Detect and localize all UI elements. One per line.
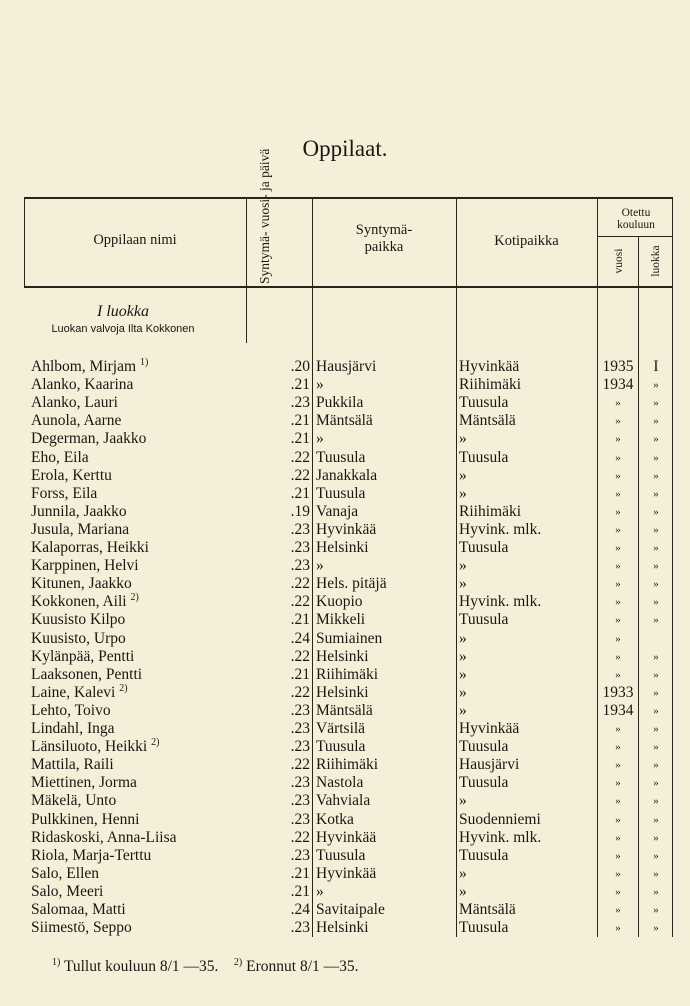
table-row (0, 829, 690, 847)
birth-day: .20 (290, 358, 310, 375)
student-name: Ridaskoski, Anna-Liisa (31, 828, 177, 846)
accepted-year: » (615, 650, 621, 663)
birth-day: .22 (290, 466, 310, 484)
birth-day: .22 (290, 756, 310, 774)
table-row (0, 865, 690, 883)
accepted-year: » (615, 759, 621, 772)
home-town: » (459, 683, 467, 701)
student-name: Eho, Eila (31, 448, 89, 466)
student-name-text: Kokkonen, Aili (31, 593, 127, 611)
accepted-year: » (615, 795, 621, 808)
accepted-class: » (653, 578, 659, 591)
home-town: Tuusula (459, 611, 509, 629)
table-row (0, 901, 690, 919)
table-row (0, 720, 690, 738)
table-row (0, 611, 690, 629)
accepted-year: » (615, 415, 621, 428)
accepted-class: » (653, 415, 659, 428)
table-row (0, 593, 690, 611)
student-name: Miettinen, Jorma (31, 774, 137, 792)
accepted-class: » (653, 668, 659, 681)
accepted-class: » (653, 686, 659, 699)
accepted-year: » (615, 469, 621, 482)
footnote-ref: 2) (119, 682, 128, 694)
birth-day: .24 (290, 901, 310, 918)
student-name (31, 593, 139, 611)
table-row (0, 774, 690, 792)
birthplace: Hyvinkää (316, 828, 377, 846)
table-row (0, 847, 690, 865)
birthplace: » (316, 557, 324, 575)
birth-day: .23 (290, 919, 310, 937)
accepted-class: » (653, 542, 659, 554)
birthplace: Janakkala (316, 466, 378, 484)
table-row (0, 756, 690, 774)
birth-day: .23 (290, 720, 310, 737)
birthplace: Hyvinkää (316, 864, 377, 882)
student-name: Pulkkinen, Henni (31, 810, 140, 828)
birth-day: .23 (290, 557, 310, 575)
home-town: » (459, 575, 467, 593)
birth-day: .21 (290, 412, 310, 430)
accepted-class: » (653, 379, 659, 392)
birthplace: Kuopio (316, 593, 363, 611)
student-name: Karppinen, Helvi (31, 557, 139, 575)
accepted-year: » (615, 867, 621, 880)
birthplace: Tuusula (316, 448, 366, 466)
accepted-class: » (653, 523, 659, 536)
student-name: Kuusisto, Urpo (31, 629, 126, 647)
table-row (0, 358, 690, 376)
student-name: Erola, Kerttu (31, 466, 112, 484)
table-row (0, 648, 690, 666)
birthplace: Nastola (316, 774, 364, 792)
accepted-class: » (653, 397, 659, 410)
student-name: Degerman, Jaakko (31, 430, 147, 448)
student-name: Salomaa, Matti (31, 901, 126, 918)
student-name: Kitunen, Jaakko (31, 575, 132, 593)
birth-day: .21 (290, 376, 310, 394)
home-town: » (459, 792, 467, 810)
section-subtitle: Luokan valvoja Ilta Kokkonen (51, 323, 195, 335)
student-name: Mattila, Raili (31, 756, 114, 774)
student-name-text: Ahlbom, Mirjam (31, 358, 137, 375)
header-birthdate: Syntymä- vuosi- ja päivä (257, 148, 272, 284)
home-town: » (459, 430, 467, 448)
accepted-year: » (615, 397, 621, 410)
table-top-rule (24, 197, 673, 199)
accepted-class: » (653, 650, 659, 663)
table-row (0, 394, 690, 412)
accepted-year: 1934 (602, 376, 634, 394)
accepted-year: » (615, 560, 621, 573)
table-row (0, 430, 690, 448)
birth-day: .23 (290, 846, 310, 864)
accepted-year: » (615, 849, 621, 862)
student-name: Jusula, Mariana (31, 520, 130, 538)
birthplace: Tuusula (316, 846, 366, 864)
birthplace: Hels. pitäjä (316, 575, 387, 593)
accepted-class: I (653, 358, 659, 375)
student-name: Aunola, Aarne (31, 412, 122, 430)
home-town: Tuusula (459, 394, 509, 412)
home-town: Riihimäki (459, 376, 521, 394)
footnote-2-text: Eronnut 8/1 —35. (246, 958, 359, 975)
birthplace: Värtsilä (316, 720, 366, 737)
student-name: Lindahl, Inga (31, 720, 115, 737)
birthplace: Tuusula (316, 484, 366, 502)
birthplace: Helsinki (316, 683, 369, 701)
student-name-text: Länsiluoto, Heikki (31, 738, 148, 756)
birthplace: Mikkeli (316, 611, 366, 629)
student-name: Salo, Ellen (31, 864, 100, 882)
table-row (0, 575, 690, 593)
table-row (0, 919, 690, 937)
home-town: Hyvink. mlk. (459, 593, 542, 611)
birthplace: Sumiainen (316, 629, 383, 647)
accepted-year: » (615, 723, 621, 735)
header-home: Kotipaikka (494, 233, 559, 249)
student-name: Kalaporras, Heikki (31, 539, 149, 556)
birthplace: Hyvinkää (316, 520, 377, 538)
home-town: » (459, 665, 467, 683)
birthplace: Tuusula (316, 738, 366, 756)
accepted-year: » (615, 596, 621, 609)
student-name (31, 684, 128, 702)
home-town: Tuusula (459, 919, 509, 937)
home-town: Tuusula (459, 539, 509, 556)
home-town: » (459, 701, 467, 719)
accepted-class: » (653, 469, 659, 482)
home-town: Suodenniemi (459, 810, 541, 828)
birth-day: .22 (290, 448, 310, 466)
birth-day: .23 (290, 774, 310, 792)
home-town: Riihimäki (459, 502, 521, 520)
birth-day: .24 (290, 629, 310, 647)
table-row (0, 883, 690, 901)
birthplace: Riihimäki (316, 665, 378, 683)
accepted-class: » (653, 704, 659, 717)
accepted-year: » (615, 632, 621, 645)
accepted-class: » (653, 560, 659, 573)
accepted-class: » (653, 614, 659, 627)
accepted-year: 1935 (602, 358, 634, 375)
accepted-year: » (615, 487, 621, 500)
header-birthplace: Syntymä- paikka (355, 222, 413, 255)
accepted-class: » (653, 849, 659, 862)
birth-day: .21 (290, 864, 310, 882)
birthplace: Helsinki (316, 647, 369, 665)
page-title: Oppilaat. (302, 136, 388, 161)
birthplace: Mäntsälä (316, 701, 373, 719)
accepted-year: » (615, 523, 621, 536)
table-row (0, 811, 690, 829)
table-row (0, 666, 690, 684)
home-town: Hyvinkää (459, 720, 520, 737)
birth-day: .21 (290, 430, 310, 448)
accepted-year: » (615, 813, 621, 826)
footnote-ref: 2) (151, 736, 160, 748)
home-town: Hausjärvi (459, 756, 520, 774)
table-row (0, 467, 690, 485)
accepted-class: » (653, 505, 659, 518)
student-name-text: Laine, Kalevi (31, 683, 116, 701)
accepted-year: » (615, 904, 621, 916)
birth-day: .23 (290, 701, 310, 719)
table-row (0, 503, 690, 521)
home-town: Tuusula (459, 846, 509, 864)
accepted-year: » (615, 578, 621, 591)
student-name: Lehto, Toivo (31, 701, 111, 719)
birth-day: .19 (290, 502, 310, 520)
accepted-year: » (615, 433, 621, 446)
birthplace: Riihimäki (316, 756, 378, 774)
table-row (0, 376, 690, 394)
footnote-1-text: Tullut kouluun 8/1 —35. (63, 958, 219, 975)
table-row (0, 684, 690, 702)
home-town: Hyvinkää (459, 358, 520, 375)
accepted-year: » (615, 668, 621, 681)
student-name: Salo, Meeri (31, 882, 104, 900)
birth-day: .23 (290, 810, 310, 828)
birthplace: Mäntsälä (316, 412, 373, 430)
accepted-class: » (653, 831, 659, 844)
home-town: » (459, 647, 467, 665)
accepted-class: » (653, 759, 659, 772)
home-town: Tuusula (459, 448, 509, 466)
table-row (0, 557, 690, 575)
home-town: Mäntsälä (459, 412, 516, 430)
birth-day: .23 (290, 738, 310, 756)
table-row (0, 792, 690, 810)
student-name: Mäkelä, Unto (31, 792, 117, 810)
student-name: Siimestö, Seppo (31, 919, 132, 937)
student-name: Alanko, Lauri (31, 394, 118, 412)
footnote-2-mark: 2) (233, 956, 243, 968)
table-row (0, 485, 690, 503)
home-town: » (459, 864, 467, 882)
footnote-1-mark: 1) (52, 956, 61, 968)
footnote-ref: 2) (130, 592, 139, 604)
birth-day: .23 (290, 394, 310, 412)
home-town: Mäntsälä (459, 901, 516, 918)
accepted-year: 1933 (602, 683, 634, 701)
table-row (0, 539, 690, 557)
home-town: Tuusula (459, 774, 509, 792)
footnote-ref: 1) (139, 356, 149, 368)
student-name: Kylänpää, Pentti (31, 647, 135, 665)
accepted-class: » (653, 867, 659, 880)
accepted-year: » (615, 542, 621, 554)
header-accepted: Otettu kouluun (617, 207, 655, 231)
student-name: Laaksonen, Pentti (31, 665, 143, 683)
home-town: » (459, 629, 467, 647)
header-year: vuosi (613, 248, 625, 274)
table-row (0, 630, 690, 648)
birth-day: .23 (290, 520, 310, 538)
accepted-year: » (615, 885, 621, 898)
accepted-class: » (653, 451, 659, 464)
birth-day: .22 (290, 575, 310, 593)
header-name: Oppilaan nimi (93, 232, 177, 248)
accepted-year: » (615, 614, 621, 627)
birth-day: .23 (290, 792, 310, 810)
birth-day: .21 (290, 665, 310, 683)
student-name: Junnila, Jaakko (31, 502, 127, 520)
accepted-class: » (653, 433, 659, 446)
birthplace: Savitaipale (316, 901, 385, 918)
student-name: Riola, Marja-Terttu (31, 846, 152, 864)
home-town: Hyvink. mlk. (459, 520, 542, 538)
accepted-year: 1934 (602, 701, 634, 719)
birth-day: .21 (290, 611, 310, 629)
accepted-class: » (653, 777, 659, 790)
student-name: Kuusisto Kilpo (31, 611, 126, 629)
accepted-year: » (615, 831, 621, 844)
birth-day: .22 (290, 828, 310, 846)
birth-day: .21 (290, 484, 310, 502)
birthplace: Helsinki (316, 539, 369, 556)
accepted-class: » (653, 723, 659, 735)
birth-day: .21 (290, 882, 310, 900)
section-title: I luokka (97, 303, 149, 320)
accepted-class: » (653, 487, 659, 500)
home-town: » (459, 466, 467, 484)
accepted-year: » (615, 741, 621, 754)
birthplace: Helsinki (316, 919, 369, 937)
accepted-class: » (653, 795, 659, 808)
birth-day: .22 (290, 647, 310, 665)
home-town: » (459, 882, 467, 900)
header-class: luokka (650, 245, 662, 277)
student-name (31, 738, 159, 756)
birthplace: Hausjärvi (316, 358, 377, 375)
accepted-year: » (615, 922, 621, 935)
accepted-header-rule (597, 236, 673, 237)
birth-day: .22 (290, 683, 310, 701)
birthplace: » (316, 376, 324, 394)
table-row (0, 449, 690, 467)
birthplace: Kotka (316, 810, 354, 828)
student-name: Forss, Eila (31, 484, 98, 502)
home-town: » (459, 484, 467, 502)
accepted-year: » (615, 451, 621, 464)
birthplace: Pukkila (316, 394, 364, 412)
accepted-class: » (653, 813, 659, 826)
accepted-class: » (653, 741, 659, 754)
student-name (31, 358, 148, 376)
accepted-year: » (615, 777, 621, 790)
birthplace: » (316, 430, 324, 448)
birth-day: .23 (290, 539, 310, 556)
home-town: » (459, 557, 467, 575)
home-town: Tuusula (459, 738, 509, 756)
table-row (0, 521, 690, 539)
accepted-class: » (653, 596, 659, 609)
table-row (0, 702, 690, 720)
birthplace: Vahviala (316, 792, 371, 810)
accepted-year: » (615, 505, 621, 518)
header-bottom-rule (24, 286, 673, 288)
birthplace: » (316, 882, 324, 900)
home-town: Hyvink. mlk. (459, 828, 542, 846)
footnotes (52, 958, 359, 976)
birth-day: .22 (290, 593, 310, 611)
table-row (0, 412, 690, 430)
accepted-class: » (653, 904, 659, 916)
birthplace: Vanaja (316, 502, 359, 520)
student-name: Alanko, Kaarina (31, 376, 134, 394)
table-row (0, 738, 690, 756)
accepted-class: » (653, 885, 659, 898)
col-rule-1 (246, 197, 247, 343)
accepted-class: » (653, 922, 659, 935)
